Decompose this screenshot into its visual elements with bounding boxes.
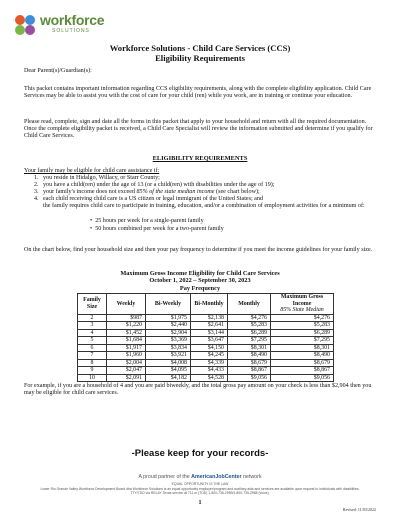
revised-date: Revised: 11/03/2022 <box>342 507 376 512</box>
table-pay-frequency: Pay Frequency <box>179 285 221 292</box>
page-title <box>0 43 400 63</box>
keep-records-note: -Please keep for your records- <box>131 448 269 459</box>
table-cell: $4,182 <box>146 374 191 382</box>
table-cell: $1,960 <box>107 352 146 360</box>
table-cell: $2,138 <box>191 314 228 322</box>
table-cell: $1,684 <box>107 337 146 345</box>
table-row <box>78 352 334 360</box>
table-cell: $8,679 <box>228 359 271 367</box>
eligibility-intro: Your family may be eligible for child care assistance if: <box>24 168 160 174</box>
table-date-range: October 1, 2022 – September 30, 2023 <box>149 277 251 284</box>
table-cell: $6,289 <box>271 329 334 337</box>
table-row <box>78 359 334 367</box>
greeting: Dear Parent(s)/Guardian(s): <box>24 68 92 74</box>
table-cell: $4,433 <box>191 367 228 375</box>
table-row <box>78 314 334 322</box>
equal-opportunity: EQUAL OPPORTUNITY IS THE LAW <box>171 482 229 486</box>
american-job-center-logo: AmericanJobCenter <box>191 474 242 480</box>
col-biweekly: Bi-Weekly <box>146 294 191 315</box>
col-bimonthly: Bi-Monthly <box>191 294 228 315</box>
logo-mark-icon <box>12 12 38 38</box>
income-table <box>77 293 334 382</box>
table-cell: 7 <box>78 352 107 360</box>
table-cell: $3,921 <box>146 352 191 360</box>
table-row <box>78 337 334 345</box>
table-cell: $4,095 <box>146 367 191 375</box>
table-row <box>78 344 334 352</box>
table-body <box>78 314 334 382</box>
table-row <box>78 322 334 330</box>
table-cell: $4,150 <box>191 344 228 352</box>
col-max-income: Maximum Gross Income 85% State Median <box>271 294 334 315</box>
instructions-paragraph: Please read, complete, sign and date all the forms in this packet that apply to your household and return with all the required documentation. Once the complete eligibility packet is received, a Child Care Specialist will review the information submitted and determine if you qualify for Child Care Services. <box>24 119 373 140</box>
table-cell: $2,004 <box>107 359 146 367</box>
table-cell: 8 <box>78 359 107 367</box>
title-line1: Workforce Solutions - Child Care Services (CCS) <box>109 43 291 53</box>
table-cell: $3,369 <box>146 337 191 345</box>
section-heading: ELIGIBILITY REQUIREMENTS <box>152 155 248 162</box>
table-cell: $3,834 <box>146 344 191 352</box>
requirement-item: 4. each child receiving child care is a US citizen or legal immigrant of the United States; and <box>34 196 263 202</box>
table-cell: 3 <box>78 322 107 330</box>
table-cell: $1,220 <box>107 322 146 330</box>
table-row <box>78 374 334 382</box>
table-cell: $2,091 <box>107 374 146 382</box>
table-cell: 4 <box>78 329 107 337</box>
table-cell: $1,452 <box>107 329 146 337</box>
requirement-activity: the family requires child care to participate in training, education, and/or a combination of employment activities for a minimum of: <box>43 203 365 209</box>
table-header-row <box>78 294 334 315</box>
table-cell: $2,904 <box>146 329 191 337</box>
page-number: 1 <box>198 500 202 506</box>
table-cell: $5,283 <box>228 322 271 330</box>
table-cell: $4,276 <box>271 314 334 322</box>
intro-paragraph: This packet contains important information regarding CCS eligibility requirements, along with the complete eligibility application. Child Care Services may be able to assist you with the cost of care for your child (ren) while you work, are in training or continue your education. <box>24 86 372 100</box>
table-caption: Maximum Gross Income Eligibility for Child Care Services <box>120 270 280 277</box>
table-cell: $5,283 <box>271 322 334 330</box>
table-cell: $8,867 <box>271 367 334 375</box>
col-monthly: Monthly <box>228 294 271 315</box>
chart-intro: On the chart below, find your household size and then your pay frequency to determine if you meet the income guidelines for your family size. <box>24 247 373 253</box>
table-cell: 9 <box>78 367 107 375</box>
table-cell: $987 <box>107 314 146 322</box>
table-cell: $3,144 <box>191 329 228 337</box>
table-cell: $2,641 <box>191 322 228 330</box>
bullet-single-parent: • 25 hours per week for a single-parent family <box>90 218 204 224</box>
bullet-two-parent: • 50 hours combined per week for a two-parent family <box>90 226 224 232</box>
table-cell: 10 <box>78 374 107 382</box>
requirement-item: 1. you reside in Hidalgo, Willacy, or Starr County; <box>34 175 160 181</box>
table-cell: $8,679 <box>271 359 334 367</box>
table-cell: $8,490 <box>271 352 334 360</box>
table-cell: 5 <box>78 337 107 345</box>
requirement-item: 2. you have a child(ren) under the age of 13 (or a child(ren) with disabilities under the age of 19); <box>34 182 275 188</box>
table-cell: $4,276 <box>228 314 271 322</box>
logo-name: workforce <box>40 12 105 28</box>
table-cell: $8,301 <box>228 344 271 352</box>
table-cell: $7,295 <box>228 337 271 345</box>
example-paragraph: For example, if you are a household of 4 and you are paid biweekly, and the total gross pay amount on your check is less than $2,904 then you may be eligible for child care services. <box>24 383 372 397</box>
col-weekly: Weekly <box>107 294 146 315</box>
table-row <box>78 329 334 337</box>
table-cell: $6,289 <box>228 329 271 337</box>
table-cell: $9,056 <box>271 374 334 382</box>
table-cell: $4,008 <box>146 359 191 367</box>
table-cell: 6 <box>78 344 107 352</box>
table-cell: $3,647 <box>191 337 228 345</box>
table-cell: $8,867 <box>228 367 271 375</box>
table-cell: $8,490 <box>228 352 271 360</box>
table-cell: $4,339 <box>191 359 228 367</box>
requirement-item: 3. your family's income does not exceed 85% of the state median income (see chart below); <box>34 189 260 195</box>
table-cell: $4,245 <box>191 352 228 360</box>
table-cell: $1,975 <box>146 314 191 322</box>
table-cell: $4,528 <box>191 374 228 382</box>
disclaimer: Lower Rio Grande Valley Workforce Development Board dba Workforce Solutions is an equal opportunity employer/program and auxiliary aids and services are available upon request to individuals with disabilities. TTY/TDD via RELAY Texas service at 711 or (TDD) 1-800-735-2989/1-800-735-2988 (voice). <box>40 487 360 496</box>
col-family-size: Family Size <box>78 294 107 315</box>
table-cell: $1,917 <box>107 344 146 352</box>
table-cell: 2 <box>78 314 107 322</box>
partner-line: A proud partner of the AmericanJobCenter network <box>138 474 262 480</box>
table-cell: $2,047 <box>107 367 146 375</box>
table-cell: $8,301 <box>271 344 334 352</box>
workforce-solutions-logo <box>12 11 112 41</box>
title-line2: Eligibility Requirements <box>155 53 245 63</box>
table-row <box>78 367 334 375</box>
table-cell: $9,056 <box>228 374 271 382</box>
table-cell: $7,295 <box>271 337 334 345</box>
logo-sub: SOLUTIONS <box>52 28 90 34</box>
table-cell: $2,440 <box>146 322 191 330</box>
